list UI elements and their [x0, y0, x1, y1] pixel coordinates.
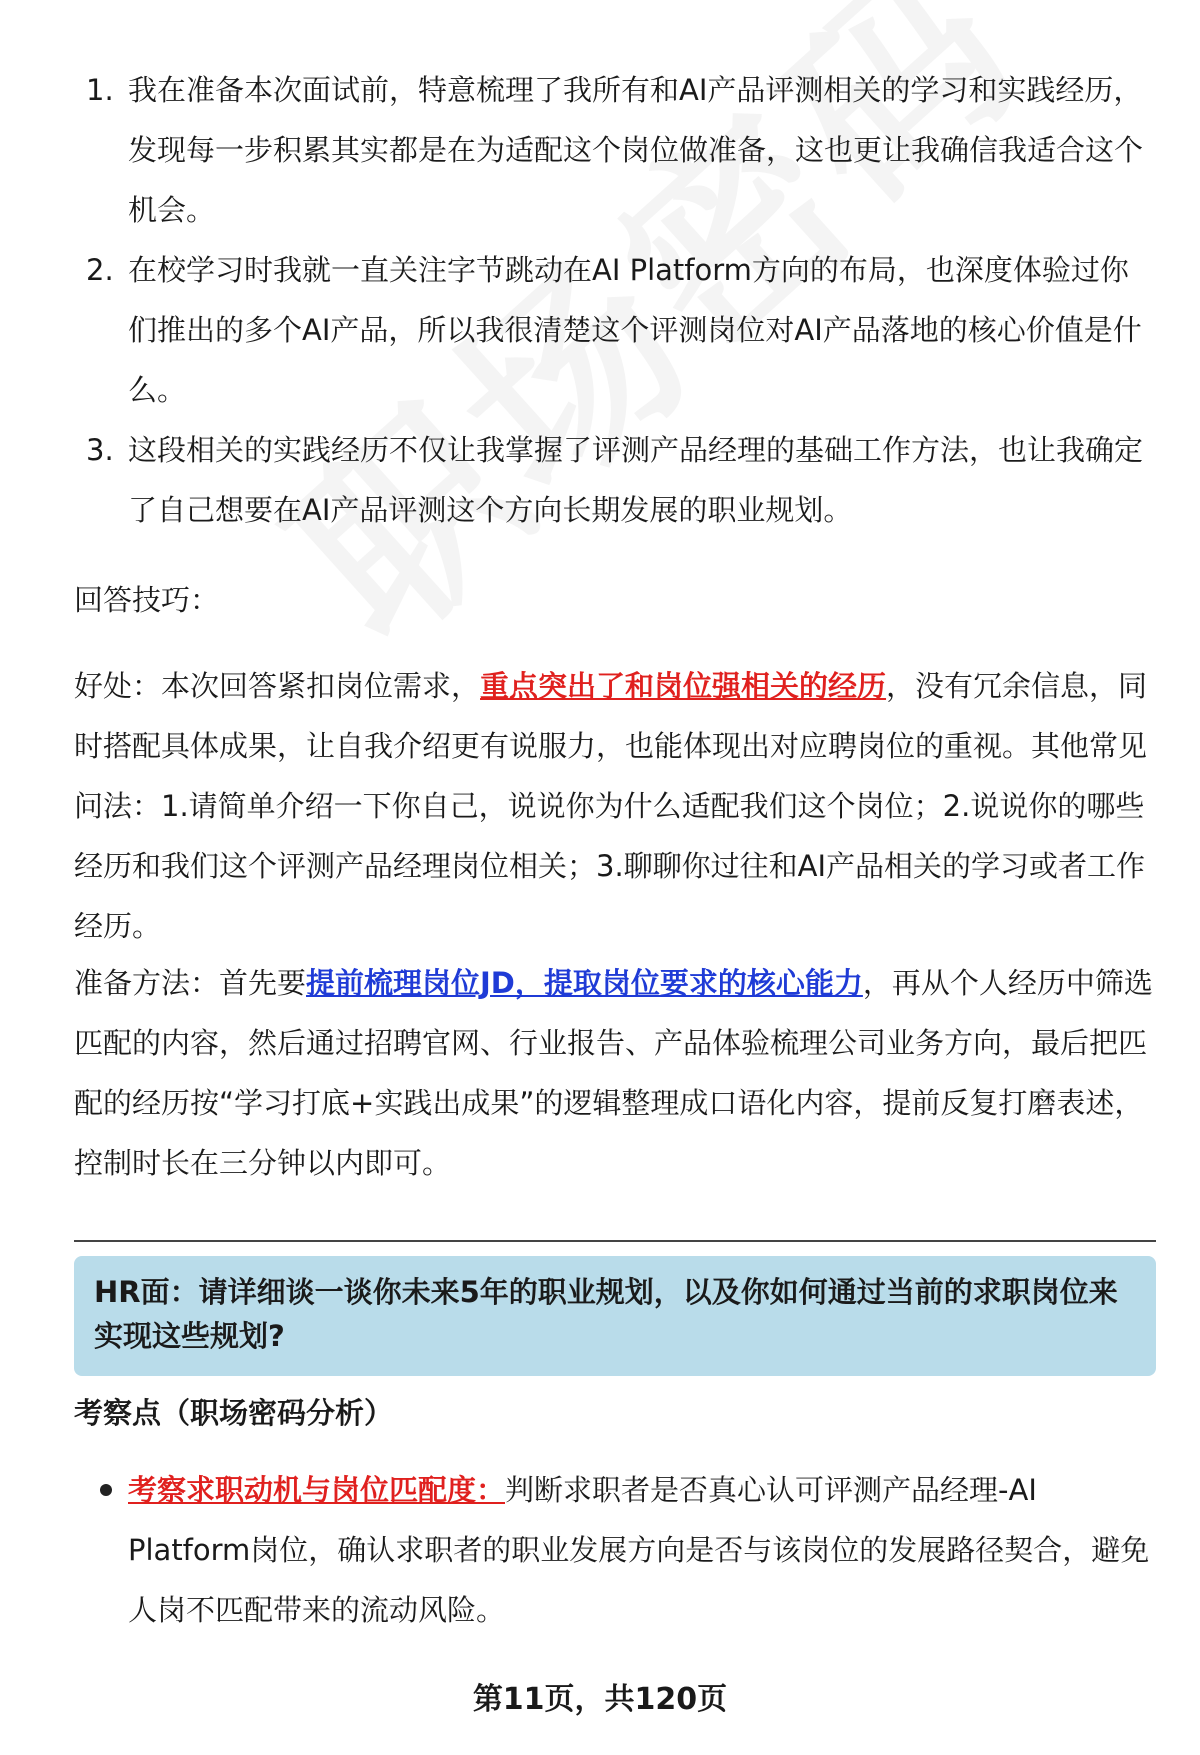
- bullet-icon: [96, 1460, 128, 1640]
- analysis-title: 考察点（职场密码分析）: [74, 1396, 394, 1430]
- page-footer: 第11页，共120页: [472, 1682, 728, 1717]
- benefit-highlight: 重点突出了和岗位强相关的经历: [480, 669, 887, 703]
- benefit-prefix: 好处：本次回答紧扣岗位需求，: [74, 669, 481, 703]
- method-highlight: 提前梳理岗位JD，提取岗位要求的核心能力: [306, 966, 863, 1000]
- bullet-list: [96, 1460, 1156, 1640]
- method-prefix: 准备方法：首先要: [74, 966, 307, 1000]
- list-text: 我在准备本次面试前，特意梳理了我所有和AI产品评测相关的学习和实践经历，发现每一步积累其实都是在为适配这个岗位做准备，这也更让我确信我适合这个机会。: [128, 73, 1144, 227]
- list-item: [96, 1460, 1156, 1640]
- section-divider: [74, 1240, 1156, 1242]
- tips-heading: 回答技巧：: [74, 583, 220, 617]
- list-text: 这段相关的实践经历不仅让我掌握了评测产品经理的基础工作方法，也让我确定了自己想要在AI产品评测这个方向长期发展的职业规划。: [128, 433, 1144, 527]
- method-paragraph: [74, 953, 1154, 1193]
- benefit-paragraph: [74, 656, 1154, 956]
- numbered-list: [86, 60, 1156, 540]
- list-number: 1.: [86, 73, 114, 107]
- question-text: HR面：请详细谈一谈你未来5年的职业规划，以及你如何通过当前的求职岗位来实现这些规划?: [94, 1275, 1118, 1353]
- benefit-suffix: ，没有冗余信息，同时搭配具体成果，让自我介绍更有说服力，也能体现出对应聘岗位的重视。其他常见问法：1.请简单介绍一下你自己，说说你为什么适配我们这个岗位；2.说说你的哪些经历和我们这个评测产品经理岗位相关；3.聊聊你过往和AI产品相关的学习或者工作经历。: [74, 669, 1148, 943]
- list-text: 在校学习时我就一直关注字节跳动在AI Platform方向的布局，也深度体验过你们推出的多个AI产品，所以我很清楚这个评测岗位对AI产品落地的核心价值是什么。: [128, 253, 1142, 407]
- list-item: [86, 60, 1156, 240]
- list-item: [86, 420, 1156, 540]
- bullet-body: 判断求职者是否真心认可评测产品经理-AI Platform岗位，确认求职者的职业发展方向是否与该岗位的发展路径契合，避免人岗不匹配带来的流动风险。: [128, 1473, 1150, 1627]
- question-box: [74, 1256, 1156, 1376]
- method-suffix: ，再从个人经历中筛选匹配的内容，然后通过招聘官网、行业报告、产品体验梳理公司业务方向，最后把匹配的经历按“学习打底+实践出成果”的逻辑整理成口语化内容，提前反复打磨表述，控制时长在三分钟以内即可。: [74, 966, 1153, 1180]
- bullet-highlight: 考察求职动机与岗位匹配度：: [128, 1473, 506, 1507]
- list-number: 3.: [86, 433, 114, 467]
- list-item: [86, 240, 1156, 420]
- bullet-text: [128, 1460, 1156, 1640]
- list-number: 2.: [86, 253, 114, 287]
